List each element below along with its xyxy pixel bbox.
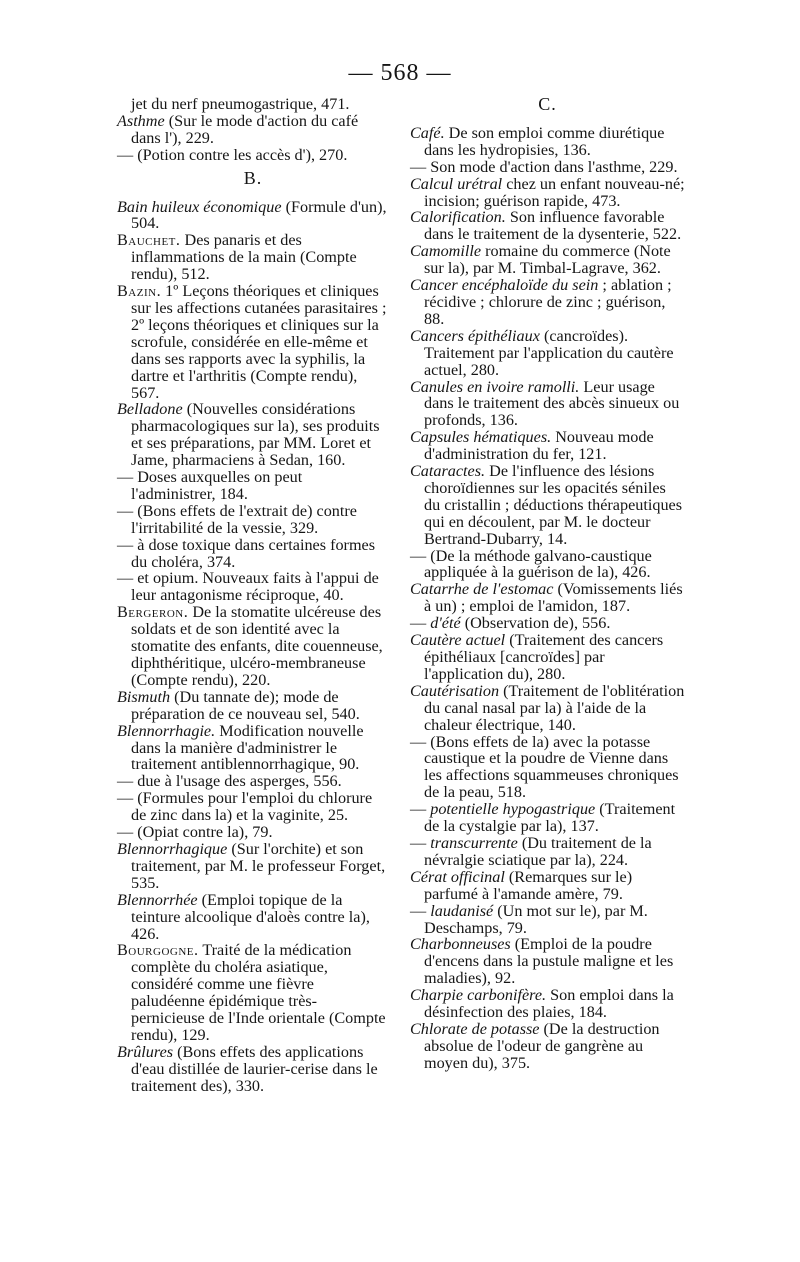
section-letter-b: B. xyxy=(243,167,263,188)
entries-continued xyxy=(117,96,389,164)
entry-text: (Traitement des cancers épithéliaux [cancroïdes] par l'application du), 280. xyxy=(424,631,664,683)
entry-dash: — xyxy=(410,800,431,819)
index-entry xyxy=(410,987,685,1021)
entry-text: (Remarques sur le) parfumé à l'amande amère, 79. xyxy=(424,867,633,903)
entry-text: Modification nouvelle dans la manière d'administrer le traitement antiblennorrhagique, 90. xyxy=(131,721,364,774)
index-entry xyxy=(117,469,389,503)
index-column-left xyxy=(117,96,389,1095)
entry-text: (cancroïdes). Traitement par l'application du cautère actuel, 280. xyxy=(424,326,674,379)
entry-text: ; ablation ; récidive ; chlorure de zinc ; guérison, 88. xyxy=(424,276,672,328)
entry-heading: Blennorrhagie. xyxy=(117,721,216,740)
entry-text: (Sur l'orchite) et son traitement, par M. le professeur Forget, 535. xyxy=(131,839,386,892)
index-entry xyxy=(410,548,685,582)
entry-heading: Cataractes. xyxy=(410,462,486,481)
index-entry xyxy=(117,503,389,537)
index-entry xyxy=(117,96,389,113)
index-entry xyxy=(117,604,389,689)
index-entry xyxy=(410,1021,685,1072)
index-entry xyxy=(410,581,685,615)
entry-text: (Du traitement de la névralgie sciatique par la), 224. xyxy=(424,833,652,869)
entry-text: (Bons effets des applications d'eau distillée de laurier-cerise dans le traitement des), 330. xyxy=(131,1042,378,1095)
index-entry xyxy=(410,801,685,835)
entry-text: (Un mot sur le), par M. Deschamps, 79. xyxy=(424,901,648,937)
index-entry xyxy=(410,903,685,937)
entry-text: 1º Leçons théoriques et cliniques sur les affections cutanées parasitaires ; 2º leçons théoriques et cliniques sur la scrofule, considérée en elle-même et dans ses rapports avec la syphilis, la dartre et l'arthritis (Compte rendu), 567. xyxy=(131,282,387,402)
entry-text: (Formule d'un), 504. xyxy=(131,197,387,233)
entry-text: Leur usage dans le traitement des abcès sinueux ou profonds, 136. xyxy=(424,377,680,430)
entry-text: — (Opiat contre la), 79. xyxy=(117,823,273,842)
entry-heading: Brûlures xyxy=(117,1042,174,1061)
page-number: — 568 — xyxy=(348,60,452,86)
index-entry xyxy=(117,892,389,943)
entry-text: Son influence favorable dans le traitement de la dysenterie, 522. xyxy=(424,208,682,244)
entry-heading: transcurrente xyxy=(430,833,518,852)
entry-heading: Cautérisation xyxy=(410,681,500,700)
index-entry xyxy=(410,243,685,277)
entry-text: romaine du commerce (Note sur la), par M. Timbal-Lagrave, 362. xyxy=(424,242,671,278)
entry-heading: Belladone xyxy=(117,400,183,419)
entry-text: (Traitement de l'oblitération du canal nasal par la) à l'aide de la chaleur électrique, 140. xyxy=(424,681,685,734)
entry-text: De la stomatite ulcéreuse des soldats et de son identité avec la stomatite des enfants, dite couenneuse, diphthéritique, ulcéro-membraneuse (Compte rendu), 220. xyxy=(131,603,383,689)
entry-text: — (Bons effets de l'extrait de) contre l'irritabilité de la vessie, 329. xyxy=(117,501,357,537)
entry-text: — Doses auxquelles on peut l'administrer, 184. xyxy=(117,468,303,503)
entry-text: Traité de la médication complète du choléra asiatique, considéré comme une fièvre paludéenne épidémique très-pernicieuse de l'Inde orientale (Compte rendu), 129. xyxy=(131,941,386,1044)
index-entry xyxy=(410,936,685,987)
index-entry xyxy=(117,773,389,790)
index-entry xyxy=(117,147,389,164)
entry-text: jet du nerf pneumogastrique, 471. xyxy=(131,95,350,113)
entry-heading: Bauchet. xyxy=(117,231,181,250)
index-entry xyxy=(117,689,389,723)
index-entry xyxy=(410,176,685,210)
index-entry xyxy=(410,328,685,379)
entry-heading: potentielle hypogastrique xyxy=(430,800,596,819)
entry-heading: Calcul urétral xyxy=(410,174,503,193)
entries-section-b xyxy=(117,199,389,1095)
entry-heading: Blennorrhée xyxy=(117,890,198,909)
entry-heading: Camomille xyxy=(410,242,482,261)
index-entry xyxy=(117,723,389,774)
index-entry xyxy=(410,734,685,802)
index-entry xyxy=(117,113,389,147)
entry-heading: Café. xyxy=(410,123,445,142)
entry-text: — (Formules pour l'emploi du chlorure de zinc dans la) et la vaginite, 25. xyxy=(117,789,373,825)
index-entry xyxy=(117,401,389,469)
entry-heading: Catarrhe de l'estomac xyxy=(410,580,554,599)
entry-text: — (Potion contre les accès d'), 270. xyxy=(117,145,348,164)
index-entry xyxy=(410,632,685,683)
entry-dash: — xyxy=(410,614,431,633)
entry-text: — due à l'usage des asperges, 556. xyxy=(117,772,342,791)
entry-text: De l'influence des lésions choroïdiennes sur les opacités séniles du cristallin ; déductions thérapeutiques qui en découlent, par M. le docteur Bertrand-Dubarry, 14. xyxy=(424,462,683,548)
index-entry xyxy=(117,1044,389,1095)
entry-text: — (De la méthode galvano-caustique appliquée à la guérison de la), 426. xyxy=(410,546,652,582)
index-entry xyxy=(410,379,685,430)
entry-heading: Charbonneuses xyxy=(410,935,511,954)
index-entry xyxy=(117,283,389,401)
index-entry xyxy=(117,570,389,604)
entry-heading: Bismuth xyxy=(117,687,171,706)
entry-heading: d'été xyxy=(430,614,461,633)
entry-heading: Bourgogne. xyxy=(117,941,199,960)
index-column-right xyxy=(410,96,685,1072)
entry-heading: Cérat officinal xyxy=(410,867,505,886)
entry-text: (Traitement de la cystalgie par la), 137. xyxy=(424,800,676,836)
entry-heading: Canules en ivoire ramolli. xyxy=(410,377,580,396)
entry-heading: Asthme xyxy=(117,111,165,130)
index-entry xyxy=(117,537,389,571)
entry-text: (Observation de), 556. xyxy=(460,614,611,633)
index-entry xyxy=(410,835,685,869)
entry-heading: Cancer encéphaloïde du sein xyxy=(410,276,599,295)
entry-heading: Charpie carbonifère. xyxy=(410,986,547,1005)
entry-text: (Du tannate de); mode de préparation de ce nouveau sel, 540. xyxy=(131,687,360,723)
entry-text: (Emploi topique de la teinture alcoolique d'aloès contre la), 426. xyxy=(131,890,370,943)
entry-text: — à dose toxique dans certaines formes du choléra, 374. xyxy=(117,535,376,571)
entry-text: Nouveau mode d'administration du fer, 121. xyxy=(424,428,654,464)
index-entry xyxy=(117,232,389,283)
entry-text: — Son mode d'action dans l'asthme, 229. xyxy=(410,157,678,176)
index-entry xyxy=(410,429,685,463)
entry-text: (Nouvelles considérations pharmacologiques sur la), ses produits et ses préparations, par MM. Loret et Jame, pharmaciens à Sedan, 160. xyxy=(131,400,380,470)
section-letter-c: C. xyxy=(538,94,557,114)
entry-text: (Vomissements liés à un) ; emploi de l'amidon, 187. xyxy=(424,580,683,616)
entry-text: (Emploi de la poudre d'encens dans la pustule maligne et les maladies), 92. xyxy=(424,935,674,988)
index-entry xyxy=(410,159,685,176)
index-entry xyxy=(117,841,389,892)
entry-dash: — xyxy=(410,901,431,920)
entry-heading: laudanisé xyxy=(430,901,494,920)
index-entry xyxy=(117,199,389,233)
index-entry xyxy=(410,463,685,548)
entry-heading: Calorification. xyxy=(410,208,506,227)
entry-text: De son emploi comme diurétique dans les hydropisies, 136. xyxy=(424,123,665,159)
entry-heading: Bain huileux économique xyxy=(117,197,282,216)
entry-heading: Chlorate de potasse xyxy=(410,1019,540,1038)
index-entry xyxy=(117,790,389,824)
entry-text: Des panaris et des inflammations de la main (Compte rendu), 512. xyxy=(131,231,357,284)
entry-heading: Bergeron. xyxy=(117,603,189,622)
entry-text: chez un enfant nouveau-né; incision; guérison rapide, 473. xyxy=(424,174,685,210)
index-entry xyxy=(410,615,685,632)
entry-heading: Cancers épithéliaux xyxy=(410,326,540,345)
entry-text: — (Bons effets de la) avec la potasse caustique et la poudre de Vienne dans les affections squammeuses chroniques de la peau, 518. xyxy=(410,732,679,802)
index-entry xyxy=(117,942,389,1043)
index-entry xyxy=(410,125,685,159)
entry-heading: Cautère actuel xyxy=(410,631,506,650)
entry-text: (De la destruction absolue de l'odeur de gangrène au moyen du), 375. xyxy=(424,1019,660,1072)
entry-heading: Bazin. xyxy=(117,282,162,301)
entry-heading: Capsules hématiques. xyxy=(410,428,552,447)
index-entry xyxy=(410,209,685,243)
entry-text: Son emploi dans la désinfection des plaies, 184. xyxy=(424,986,674,1022)
index-entry xyxy=(117,824,389,841)
entry-text: — et opium. Nouveaux faits à l'appui de leur antagonisme réciproque, 40. xyxy=(117,569,379,605)
index-entry xyxy=(410,683,685,734)
entries-section-c xyxy=(410,125,685,1072)
index-entry xyxy=(410,869,685,903)
index-entry xyxy=(410,277,685,328)
entry-dash: — xyxy=(410,833,431,852)
entry-text: (Sur le mode d'action du café dans l'), 229. xyxy=(131,111,359,147)
entry-heading: Blennorrhagique xyxy=(117,839,228,858)
